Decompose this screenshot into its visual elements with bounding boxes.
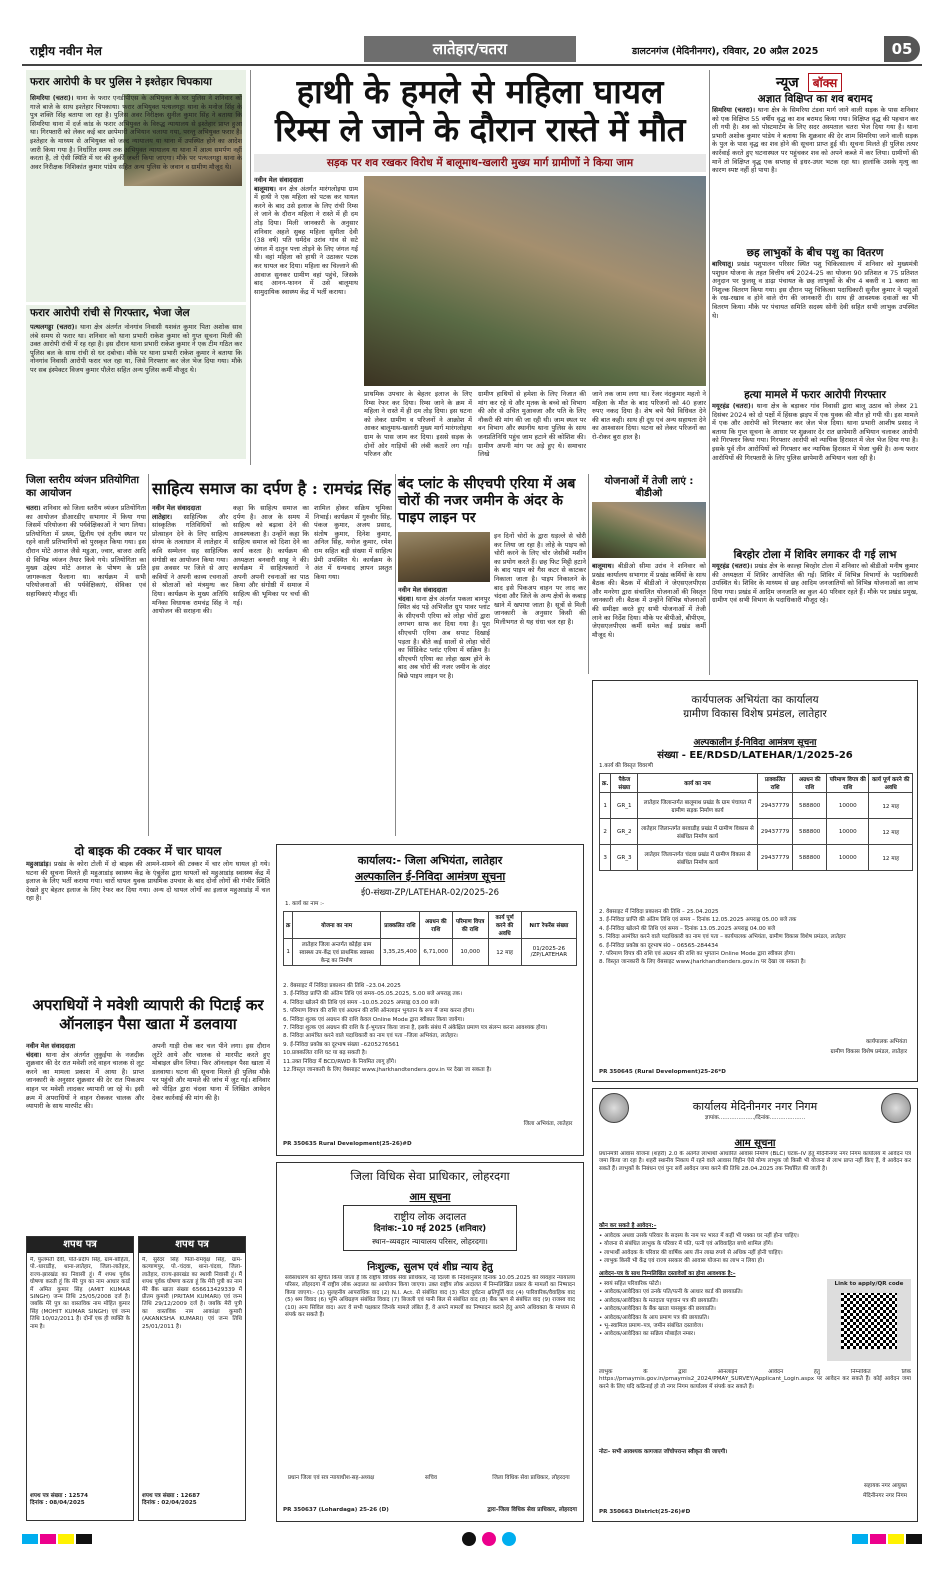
news-item-1-headline: अज्ञात विक्षिप्त का शव बरामद: [757, 93, 873, 105]
lead-headline-2: रिम्स ले जाने के दौरान रास्ते में मौत: [274, 110, 685, 149]
lok-adalat-footer-right: द्वारा–जिला विधिक सेवा प्राधिकार, लोहरदगा: [487, 1507, 577, 1513]
lok-adalat-body: सर्वसाधारण को सूचित किया जाता है कि राष्ट्रीय विधिक सेवा प्राधिकार, नई दिल्ली के निर्देशानुसार दिनांक 10.05.2025 को व्यवहार न्यायालय परिसर, लोहरदगा में राष्ट्रीय लोक अदालत का आयोजन किया जाएगा। उक्त राष्ट्रीय लोक अदालत में निम्नलिखित प्रकार के मामलों का निष्पादन किया जाएगा:- (1) सुलहनीय आपराधिक वाद (2) N.I. Act. से संबंधित वाद (3) मोटर दुर्घटना क्षतिपूर्ति वाद (4) पारिवारिक/वैवाहिक वाद (5) श्रम विवाद (6) भूमि अधिग्रहण संबंधित विवाद (7) बिजली एवं पानी बिल से संबंधित वाद (8) बैंक ऋण से संबंधित वाद (9) राजस्व वाद (10) अन्य सिविल वाद। अतः वे सभी पक्षकार जिनके मामले लंबित हैं, वे अपने मामलों का निष्पादन कराने हेतु अपने अधिवक्ता के माध्यम से संपर्क कर सकते हैं।: [285, 1275, 575, 1319]
affidavit-2-footer: [142, 1493, 244, 1508]
masthead-rule: [22, 64, 922, 66]
tender-zp-item-label: 1. कार्य का नाम :-: [285, 901, 324, 907]
tender-rdsd-cell: 10000: [827, 819, 869, 845]
tender-rdsd-cell: 29437779: [757, 819, 792, 845]
story-left-1-body: [30, 94, 242, 299]
color-swatch: [888, 1534, 904, 1544]
lok-adalat-venue: स्थान–व्यवहार न्यायालय परिसर, लोहरदगा।: [372, 1237, 488, 1246]
story-vyanjan-headline: जिला स्तरीय व्यंजन प्रतियोगिता का आयोजन: [26, 475, 139, 499]
tender-zp-header-cell: क्र: [284, 912, 293, 939]
tender-zp-note: 5. परिमाण विपत्र की राशि एवं अग्रधन की राशि ऑनलाइन भुगतान के रूप में जमा करना होगा।: [283, 1008, 475, 1015]
tender-rdsd-header-cell: कार्य पूर्ण करने की अवधि: [869, 774, 913, 793]
tender-rdsd-body: [600, 793, 913, 871]
qr-code-icon: [841, 1293, 897, 1349]
tender-rdsd-row: [600, 819, 913, 845]
story-sahitya-col-1: [152, 504, 228, 834]
tender-rdsd-header-cell: क्र.: [600, 774, 611, 793]
color-swatch: [58, 1534, 74, 1544]
tender-rdsd-notes: [599, 909, 913, 968]
story-bandplant-col-1: [398, 586, 490, 834]
news-item-3-body: [712, 402, 918, 542]
tender-zp-header-cell: परिमाण विपत्र की राशि: [452, 912, 488, 939]
story-bdo-body: [592, 562, 706, 672]
story-bandplant-byline: नवीन मेल संवाददाता: [398, 586, 447, 594]
tender-zp: [276, 844, 584, 1156]
document-item: • आवेदक/आवेदिका एवं उनके पति/पत्नी के आधार कार्ड की छायाप्रति।: [599, 1289, 743, 1296]
affidavit-1-no: 12574: [68, 1493, 89, 1499]
story-bike-headline: दो बाइक की टक्कर में चार घायल: [74, 844, 222, 858]
story-left-2: [26, 305, 246, 459]
column-rule: [588, 474, 589, 674]
tender-zp-ref: ई0-संख्या-ZP/LATEHAR-02/2025-26: [360, 888, 500, 898]
tender-zp-header-cell: कार्य पूर्ण करने की अवधि: [488, 912, 521, 939]
lead-photo: [364, 176, 706, 386]
document-item: • भू–स्वामित्व प्रमाण–पत्र, जमीन संबंधित दस्तावेज।: [599, 1323, 704, 1330]
tender-rdsd-cell: लातेहार जिलान्तर्गत चंदवा प्रखंड में ग्रामीण विकास से संबंधित निर्माण कार्य: [638, 845, 758, 871]
registration-mark: [462, 1532, 476, 1546]
story-vyapari: [26, 996, 270, 1228]
news-item-3-text: थाना क्षेत्र के बड़ाकर गांव निवासी द्वारा बालू उठाव को लेकर 21 दिसंबर 2024 को दो पक्षों में हिंसक झड़प में एक युवक की मौत हो गयी थी। इस मामले में एक और आरोपी को गिरफ्तार कर जेल भेज दिया। थाना प्रभारी आशीष प्रसाद ने बताया कि गुप्त सूचना के आधार पर शुक्रवार देर रात छापेमारी अभियान चलाकर आरोपी को गिरफ्तार किया गया। गिरफ्तार आरोपी को न्यायिक हिरासत में जेल भेज दिया गया है। इसके पूर्व तीन आरोपियों को गिरफ्तार कर न्यायिक हिरासत में भेजा चुकी है। अन्य फरार आरोपियों की गिरफ्तारी के लिए पुलिस छापेमारी अभियान चला रही है।: [712, 402, 918, 462]
tender-rdsd-header-cell: पैकेज संख्या: [611, 774, 638, 793]
story-vyapari-dateline: चंदवा।: [26, 1050, 42, 1059]
document-item: • आवेदक/आवेदिका के बैंक खाता पासबुक की छायाप्रति।: [599, 1306, 716, 1313]
affidavit-1: [26, 1236, 134, 1521]
story-left-2-body: [30, 323, 242, 457]
affidavit-2-body: मैं, सुरेंदर सिंह पिता-रामवृक्ष सिंह, ग्राम-कल्याणपुर, पो.-चंदवा, थाना-चंदवा, जिला-लातेहार, राज्य-झारखंड का स्थायी निवासी हूं। मैं शपथ पूर्वक घोषणा करता हूं कि मेरी पुत्री का नाम मेरे बैंक खाता संख्या 656613429339 में प्रीतम कुमारी (PRITAM KUMARI) एवं जन्म तिथि 29/12/2009 दर्ज है। जबकि मेरी पुत्री का वास्तविक नाम आकांक्षा कुमारी (AKANKSHA KUMARI) एवं जन्म तिथि 25/01/2011 है।: [142, 1257, 242, 1330]
story-left-2-text: थाना क्षेत्र अंतर्गत नोनगांव निवासी यशवंत कुमार पिता अशोक साव लंबे समय से फरार था। शनिवार को थाना प्रभारी राकेश कुमार को गुप्त सूचना मिली की उक्त आरोपी रांची में रह रहा है। इस दौरान थाना प्रभारी राकेश कुमार ने एक टीम गठित कर पुलिस बल के साथ रांची से धर दबोचा। मौके पर थाना प्रभारी राकेश कुमार ने बताया कि नोनगांव निवासी आरोपी फरार चल रहा था, जिसे गिरफ्तार कर जेल भेज दिया गया। मौके पर सब इंस्पेक्टर विजय कुमार पौलेरा सहित अन्य पुलिस कर्मी मौजूद थे।: [30, 323, 242, 374]
news-item-1-text: थाना क्षेत्र के सिमरिया टंडवा मार्ग जाने वाली सड़क के पास शनिवार को एक विक्षिप्त 55 वर्षीय वृद्ध का शव बरामद किया गया। विक्षिप्त वृद्ध की पहचान कर ली गयी है। शव को पोस्टमार्टम के लिए सदर अस्पताल चतरा भेज दिया गया है। थाना प्रभारी अशोक कुमार पांडेय ने बताया कि शुक्रवार की देर शाम सिमरिया जाने वाली सड़क के पुल के पास वृद्ध का शव होने की सूचना प्राप्त हुई थी। सूचना मिलते ही पुलिस तत्पर कार्रवाई करते हुए घटनास्थल पर पहुंचकर शव को अपने कब्जे में कर लिया। ग्रामीणों की मानें तो विक्षिप्त वृद्ध एक सप्ताह से इधर-उधर भटक रहा था। हालांकि उसके मृत्यु का कारण स्पष्ट नहीं हो पाया है।: [712, 106, 918, 175]
document-item: • स्वयं सहित परिवारिक फोटो।: [599, 1281, 661, 1287]
lead-dateline: बालूमाथ।: [254, 184, 276, 193]
column-rule: [395, 474, 396, 836]
tender-rdsd-header-cell: परिमाण विपत्र की राशि: [827, 774, 869, 793]
tender-zp-body: [284, 939, 577, 966]
tender-rdsd-note: 7. परिमाण विपत्र की राशि एवं अग्रधन की राशि का भुगतान Online Mode द्वारा स्वीकार होगा।: [599, 951, 796, 958]
nagar-nigam-office: कार्यालय मेदिनीनगर नगर निगम: [692, 1100, 818, 1113]
tender-zp-table: [283, 911, 577, 966]
affidavit-2-date: 02/04/2025: [161, 1500, 197, 1507]
lok-adalat-sig-3: जिला विधिक सेवा प्राधिकार, लोहरदगा: [492, 1475, 570, 1481]
story-left-1: [26, 70, 246, 302]
column-rule: [148, 474, 149, 836]
tender-zp-note: 11.उक्त निविदा में BCD/RWD के नियमित लागू होंगे।: [283, 1058, 396, 1065]
tender-rdsd-header-cell: कार्य का नाम: [638, 774, 758, 793]
tender-rdsd-cell: 12 माह: [869, 819, 913, 845]
story-sahitya-body-1: साहित्यिक और सांस्कृतिक गतिविधियों को प्रोत्साहन देने के लिए साहित्य संगम के तत्वाधान में लातेहार में कवि सम्मेलन सह साहित्यिक संगोष्ठी का आयोजन किया गया। इस अवसर पर जिले से आए कवियों ने अपनी काव्य रचनाओं से श्रोताओं को मंत्रमुग्ध कर दिया। कार्यक्रम के मुख्य अतिथि मनिका विधायक रामचंद्र सिंह ने आयोजन की सराहना की।: [152, 512, 228, 616]
affidavit-2-no-label: शपथ पत्र संख्या :: [142, 1493, 179, 1499]
story-sahitya-headline: साहित्य समाज का दर्पण है : रामचंद्र सिंह: [152, 479, 392, 498]
tender-rdsd-cell: लातेहार जिलान्तर्गत बालूमाथ प्रखंड के ग्राम पंचायत में ग्रामीण सड़क निर्माण कार्य: [638, 793, 758, 819]
story-vyanjan-dateline: चतरा।: [26, 504, 41, 512]
news-item-2-headline: छह लाभुकों के बीच पशु का वितरण: [746, 247, 884, 259]
story-bike-dateline: महुआडांड़।: [26, 860, 52, 868]
lok-adalat-sig-1: प्रधान जिला एवं सत्र न्यायाधीश-सह-अध्यक्ष: [287, 1475, 375, 1481]
news-item-4-headline: बिरहोर टोला में शिविर लगाकर दी गई लाभ: [733, 549, 897, 561]
tender-rdsd-cell: 1: [600, 793, 611, 819]
story-bdo-dateline: बालूमाथ।: [592, 562, 614, 570]
tender-rdsd-pr: PR 350645 (Rural Development)25-26*D: [599, 1069, 726, 1075]
nagar-nigam-ref: ज्ञापांक..................../दिनांक....................: [704, 1115, 806, 1121]
nagar-nigam-pr: PR 350663 District(25-26)#D: [599, 1509, 691, 1515]
lok-adalat-date: दिनांक:–10 मई 2025 (शनिवार): [373, 1224, 487, 1234]
story-bike-text: प्रखंड के कोरा टोली में दो बाइक की आमने-सामने की टक्कर में चार लोग घायल हो गये। घटना की सूचना मिलते ही महुआडांड़ स्वास्थ्य केंद्र के एंबुलेंस द्वारा घायलों को महुआडांड़ स्वास्थ्य केंद्र में इलाज के लिए भर्ती कराया गया। चारों घायल युवक प्राथमिक उपचार के बाद दोनों लोगों की गंभीर स्थिति देखते हुए बेहतर इलाज के लिए रेफर कर दिया गया। अन्य दो घायल लोगों का इलाज महुआडांड़ में चल रहा है।: [26, 860, 270, 903]
story-bdo-text: बीडीओ सीमा उरांव ने शनिवार को प्रखंड कार्यालय सभागार में प्रखंड कर्मियों के साथ बैठक की। बैठक में बीडीओ ने जेएसएलपीएस और मनरेगा द्वारा संचालित योजनाओं की विस्तृत जानकारी ली। बैठक में उन्होंने विभिन्न योजनाओं की समीक्षा करते हुए सभी योजनाओं में तेजी लाने का निर्देश दिया। मौके पर बीपीओ, बीपीएम, जेएसएलपीएस कर्मी समेत कई प्रखंड कर्मी मौजूद थे।: [592, 562, 706, 639]
tender-zp-note: 4. निविदा खोलने की तिथि एवं समय –10.05.2025 अपराह्न 03.00 बजे।: [283, 999, 440, 1006]
news-item-2-body: [712, 260, 918, 382]
story-vyapari-body-1: थाना क्षेत्र अंतर्गत लुकुईया के नजदीक शुक्रवार की देर रात मवेशी लदे वाहन चालक से लूट करने का मामला प्रकाश में आया है। प्राप्त जानकारी के अनुसार शुक्रवार की देर रात पिकअप वाहन पर मवेशी लादकर व्यापारी जा रहे थे। इसी क्रम में अपराधियों ने वाहन रोककर चालक और व्यापारी के साथ मारपीट की।: [26, 1050, 144, 1111]
nagar-nigam-closing: लाभुक के द्वारा ऑनलाइन आवेदन हेतु निम्नांकित लिंक https://pmaymis.gov.in/pmaymis2_2024/PMAY_SURVEY/Applicant_Login.aspx पर आवेदन कर सकते हैं। कोई आवेदन जमा करने के लिए यदि कठिनाई हो तो नगर निगम कार्यालय में संपर्क कर सकते हैं।: [599, 1369, 911, 1390]
story-vyapari-byline: नवीन मेल संवाददाता: [26, 1042, 75, 1050]
eligibility-item: • लाभार्थी आवेदक के परिवार की वार्षिक आय तीन लाख रुपये से अधिक नहीं होनी चाहिए।: [599, 1249, 783, 1256]
tender-zp-cell: 01/2025-26 /ZP/LATEHAR: [521, 939, 576, 966]
news-item-4-body: [712, 562, 918, 672]
color-swatch: [870, 1534, 886, 1544]
tender-zp-header-cell: प्राक्कलित राशि: [380, 912, 419, 939]
tender-zp-signature: जिला अभियंता, लातेहार: [523, 1121, 573, 1127]
qr-panel: [827, 1279, 911, 1361]
tender-rdsd-note: 6. ई-निविदा प्रकोष्ठ का दूरभाष सं0 – 06565-284434: [599, 942, 719, 949]
tender-rdsd-row: [600, 845, 913, 871]
story-left-2-dateline: पत्थलगड्डा (चतरा)।: [30, 323, 78, 331]
tender-zp-cell: 1: [284, 939, 293, 966]
story-vyapari-headline: अपराधियों ने मवेशी व्यापारी की पिटाई कर ऑनलाइन पैसा खाता में डलवाया: [32, 996, 264, 1033]
tender-rdsd-signature-2: ग्रामीण विकास विशेष प्रमंडल, लातेहार: [830, 1049, 907, 1055]
story-sahitya-dateline: लातेहार।: [152, 512, 173, 521]
eligibility-item: • लाभुक किसी भी केंद्र एवं राज्य सरकार की आवास योजना का लाभ न लिया हो।: [599, 1258, 765, 1265]
story-left-1-dateline: सिमरिया (चतरा)।: [30, 94, 74, 102]
story-vyapari-col-1: [26, 1042, 144, 1226]
story-bandplant-photo: [398, 532, 490, 582]
tender-rdsd-ref: संख्या - EE/RDSD/LATEHAR/1/2025-26: [657, 750, 853, 761]
lok-adalat: [276, 1162, 584, 1522]
nagar-nigam-docs-head: आवेदन–पत्र के साथ निम्नलिखित दस्तावेजों का होना आवश्यक है:–: [599, 1271, 736, 1277]
tender-rdsd-note: 2. वेबसाइट में निविदा प्रकाशन की तिथि – 25.04.2025: [599, 909, 719, 915]
tender-rdsd-item-label: 1.कार्य की विस्तृत विवरणी: [599, 763, 653, 769]
news-item-2-text: प्रखंड पशुपालन परिसर स्थित पशु चिकित्सालय में शनिवार को मुख्यमंत्री पशुधन योजना के तहत वित्तीय वर्ष 2024-25 का योजना 90 प्रतिशत व 75 प्रतिशत अनुदान पर फुलसू व डाढ़ा पंचायत के छह लाभुकों के बीच 4 बकरी व 1 बकरा का निशुल्क वितरण किया गया। इस दौरान पशु चिकित्सा पदाधिकारी सुनील कुमार ने पशुओं के रख-रखाव व होने वाले रोग की जानकारी दी। साथ ही आवश्यक दवाओं का भी वितरण किया। मौके पर पंचायत समिति सदस्य सोनी देवी सहित सभी लाभुक उपस्थित थे।: [712, 260, 918, 320]
color-swatch: [76, 1534, 92, 1544]
tender-rdsd-note: 8. विस्तृत जानकारी के लिए वेबसाइट www.jharkhandtenders.gov.in पर देखा जा सकता है।: [599, 959, 806, 966]
qr-label: Link to apply/QR code: [834, 1281, 904, 1287]
tender-rdsd-cell: 29437779: [757, 793, 792, 819]
lead-col-4: जाने तक जाम लगा था। रेंजर नंदकुमार महतो ने महिला के मौत के बाद परिजनों को 40 हजार रुपए नकद दिया है। शेष बचे पैसे विधिवत देने की बात कही। साथ ही दूध एवं अन्य सहायता देने का आश्वासन दिया। घटना को लेकर परिजनों का रो-रोकर बुरा हाल है।: [592, 390, 706, 441]
tender-rdsd-header-row: [600, 774, 913, 793]
tender-rdsd-office-1: कार्यपालक अभियंता का कार्यालय: [691, 694, 819, 706]
affidavit-2: [138, 1236, 246, 1521]
story-bandplant: [398, 474, 586, 836]
color-swatch: [906, 1534, 922, 1544]
lok-adalat-sig-2: सचिव: [425, 1475, 437, 1481]
tender-zp-header-cell: अग्रधन की राशि: [419, 912, 452, 939]
story-sahitya-byline: नवीन मेल संवाददाता: [152, 504, 201, 512]
tender-zp-cell: 3,35,25,400: [380, 939, 419, 966]
tender-rdsd-cell: 588800: [793, 845, 827, 871]
tender-rdsd-cell: 29437779: [757, 845, 792, 871]
tender-rdsd-cell: GR_1: [611, 793, 638, 819]
tender-zp-notes: [283, 983, 577, 1075]
nagar-nigam-title: आम सूचना: [734, 1138, 776, 1149]
lead-byline: नवीन मेल संवाददाता: [254, 176, 303, 184]
story-left-1-headline: फरार आरोपी के घर पुलिस ने इश्तेहार चिपकाया: [30, 76, 212, 88]
tender-zp-note: 9. ई-निविदा प्रकोष्ठ का दूरभाष संख्या –6205276561: [283, 1041, 400, 1048]
document-item: • आवेदक/आवेदिका के आय प्रमाण पत्र की छायाप्रति।: [599, 1314, 710, 1321]
lok-adalat-event-box: [343, 1205, 517, 1251]
news-item-3-dateline: मयूरहंड (चतरा)।: [712, 402, 754, 410]
lok-adalat-event: राष्ट्रीय लोक अदालत: [393, 1212, 467, 1223]
tender-rdsd-table: [599, 773, 913, 871]
tender-zp-note: 2. वेबसाइट में निविदा प्रकाशन की तिथि –23.04.2025: [283, 983, 401, 989]
affidavit-1-footer: [30, 1493, 132, 1508]
news-box: [712, 70, 918, 675]
story-bdo: [592, 474, 706, 674]
tender-zp-pr: PR 350635 Rural Development(25-26)#D: [283, 1141, 412, 1147]
lead-body-1: वन क्षेत्र अंतर्गत मारंगलोइया ग्राम में हाथी ने एक महिला को पटक कर घायल करने के बाद उसे इलाज के लिए रांची रिम्स ले जाने के दौरान महिला ने रास्ते में ही दम तोड़ दिया। मिली जानकारी के अनुसार शनिवार अहले सुबह महिला सुमीता देवी (38 वर्ष) पति धर्मदेव उरांव गांव से सटे जंगल में दातुन पत्ता तोड़ने के लिए जंगल गई थी। वहां महिला को हाथी ने उठाकर पटक कर घायल कर दिया। महिला का चिल्लाने की आवाज सुनकर ग्रामीण वहां पहुंचे, जिसके बाद आनन-फानन में उसे बालूमाथ सामुदायिक स्वास्थ्य केंद्र में भर्ती कराया।: [254, 184, 358, 296]
registration-mark: [502, 1532, 516, 1546]
page-number: 05: [884, 36, 920, 62]
eligibility-item: • योजना से संबंधित लाभुक के परिवार में पति, पत्नी एवं अविवाहित बच्चे शामिल होंगे।: [599, 1241, 773, 1248]
story-bandplant-col-2: इन दिनों चोरों के द्वारा धड़ल्ले से चोरी कर लिया जा रहा है। लोहे के पाइप को चोरी करने के लिए चोर जेसीबी मशीन का प्रयोग करते हैं। छह फिट मिट्टी हटाने के बाद पाइप को गैस कटर से काटकर निकाला जाता है। पाइप निकालने के बाद इसे पिकअप वाहन पर लाद कर चंदवा और जिले के अन्य क्षेत्रों के कबाड़ खाने में खपाया जाता है। सूत्रों से मिली जानकारी के अनुसार किसी की मिलीभगत से यह धंधा चल रहा है।: [494, 532, 586, 626]
tender-zp-row: [284, 939, 577, 966]
affidavit-2-title: शपथ पत्र: [139, 1237, 245, 1253]
tender-zp-note: 3. ई-निविदा प्राप्ति की अंतिम तिथि एवं समय–05.05.2025, 5.00 बजे अपराह्न तक।: [283, 991, 463, 998]
tender-rdsd-cell: लातेहार जिलान्तर्गत बरवाडीह प्रखंड में ग्रामीण विकास से संबंधित निर्माण कार्य: [638, 819, 758, 845]
registration-mark: [482, 1532, 496, 1546]
eligibility-item: • आवेदक अथवा उसके परिवार के सदस्य के नाम पर भारत में कहीं भी पक्का घर नहीं होना चाहिए।: [599, 1233, 799, 1239]
tender-zp-header-cell: योजना का नाम: [293, 912, 381, 939]
nagar-nigam-docs: [599, 1281, 821, 1340]
tender-rdsd-cell: 12 माह: [869, 845, 913, 871]
color-swatch: [40, 1534, 56, 1544]
news-box-label: [776, 72, 842, 90]
affidavit-1-title: शपथ पत्र: [27, 1237, 133, 1253]
lead-strap: सड़क पर शव रखकर विरोध में बालूमाथ-खलारी मुख्य मार्ग ग्रामीणों ने किया जाम: [254, 154, 706, 172]
news-item-3-headline: हत्या मामले में फरार आरोपी गिरफ्तार: [744, 389, 886, 401]
story-sahitya-col-3: शामिल होकर सक्रिय भूमिका निभाई। कार्यक्रम में गुरुवीर सिंह, पंकज कुमार, अजय प्रसाद, संतोष कुमार, दिनेश कुमार, अनिल सिंह, मनोज कुमार, रमेश राम सहित बड़ी संख्या में साहित्य प्रेमी उपस्थित थे। कार्यक्रम के अंत में धन्यवाद ज्ञापन प्रस्तुत किया गया।: [314, 504, 392, 581]
tender-zp-office: कार्यालय:- जिला अभियंता, लातेहार: [357, 854, 503, 867]
masthead: [22, 36, 922, 62]
column-rule: [709, 70, 710, 675]
tender-rdsd-row: [600, 793, 913, 819]
nagar-nigam-intro: प्रधानमंत्री आवास योजना (शहरी) 2.0 के अंतर्गत लाभार्थी आधारित आवास निर्माण (BLC) घटक–IV हेतु मेदिनीनगर नगर निगम कार्यालय में आवेदन पत्र जमा किया जा रहा है। शहरी स्थानीय निकाय में रहने वाले आवास विहीन ऐसे योग्य लाभुक जो किसी भी योजना से लाभ प्राप्त नहीं किए हैं, वे आवेदन कर सकते हैं। लाभुकों के निबंधन एवं पुनः सर्वे आवेदन जमा करने की तिथि 28.04.2025 तक निर्धारित की जाती है।: [599, 1151, 911, 1172]
affidavit-1-date: 08/04/2025: [49, 1500, 85, 1507]
affidavit-1-date-label: दिनांक :: [30, 1500, 48, 1507]
tender-rdsd-note: 5. निविदा आमंत्रित करने वाले पदाधिकारी का नाम एवं पता – कार्यपालक अभियंता, ग्रामीण विकास विशेष प्रमंडल, लातेहार: [599, 934, 846, 941]
affidavit-1-body: मैं, फुलमती देवी, पति-प्रदीप सिंह, ग्राम-बोहिता, पो.-धाराडीह, थाना-लातेहार, जिला-लातेहार, राज्य-झारखंड का निवासी हूं। मैं शपथ पूर्वक घोषणा करती हूं कि मेरे पुत्र का नाम आधार कार्ड में अमित कुमार सिंह (AMIT KUMAR SINGH) जन्म तिथि 25/05/2008 दर्ज है। जबकि मेरे पुत्र का वास्तविक नाम मोहित कुमार सिंह (MOHIT KUMAR SINGH) एवं जन्म तिथि 10/02/2011 है। दोनों एक ही व्यक्ति के नाम है।: [30, 1257, 130, 1330]
tender-rdsd-title: अल्पकालीन ई-निविदा आमंत्रण सूचना: [693, 738, 817, 748]
brand-logo: राष्ट्रीय नवीन मेल: [30, 44, 102, 58]
tender-rdsd-office-2: ग्रामीण विकास विशेष प्रमंडल, लातेहार: [683, 708, 827, 720]
story-left-2-headline: फरार आरोपी रांची से गिरफ्तार, भेजा जेल: [30, 307, 190, 319]
lead-col-2: प्राथमिक उपचार के बेहतर इलाज के लिए रिम्स रेफर कर दिया। रिम्स जाने के क्रम में महिला ने रास्ते में ही दम तोड़ दिया। इस घटना को लेकर ग्रामीण व परिजनों ने आक्रोश में आकर बालूमाथ-खलारी मुख्य मार्ग मारंगलोइया ग्राम के पास जाम कर दिया। इससे सड़क के दोनों ओर गाड़ियों की लंबी कतारें लग गईं। परिजन और: [364, 390, 472, 459]
tender-rdsd-cell: 3: [600, 845, 611, 871]
tender-zp-note: 8. निविदा आमंत्रित करने वाले पदाधिकारी का नाम एवं पता –जिला अभियंता, लातेहार।: [283, 1033, 458, 1040]
tender-rdsd-cell: 588800: [793, 819, 827, 845]
lead-col-3: ग्रामीण हाथियों से हमेशा के लिए निजात की मांग कर रहे थे और मृतक के बच्चे को विभाग की ओर से उचित मुआवजा और पति के लिए नौकरी की मांग की जा रही थी। जाम स्थल पर वन विभाग और स्थानीय थाना पुलिस के साथ जनप्रतिनिधि पहुंच जाम हटाने की कोशिश की। ग्रामीण अपनी मांग पर अड़े हुए थे। समाचार लिखे: [478, 390, 586, 459]
affidavit-1-no-label: शपथ पत्र संख्या :: [30, 1493, 67, 1499]
affidavit-2-date-label: दिनांक :: [142, 1500, 160, 1507]
tender-zp-note: 12.विस्तृत जानकारी के लिए वेबसाइट www.jharkhandtenders.gov.in पर देखा जा सकता है।: [283, 1067, 492, 1074]
story-vyanjan-text: शनिवार को जिला स्तरीय व्यंजन प्रतियोगिता का आयोजन डीआरडीए सभागार में किया गया जिसमें परियोजना की पर्यवेक्षिकाओं ने भाग लिया। प्रतियोगिता में प्रथम, द्वितीय एवं तृतीय स्थान पर रहने वाली प्रतिभागियों को पुरस्कृत किया गया। इस दौरान मोटे अनाज जैसे मडुआ, ज्वार, बाजरा आदि से विभिन्न व्यंजन तैयार किये गये। प्रतियोगिता का मुख्य उद्देश्य मोटे अनाज के पोषण के प्रति जागरूकता फैलाना था। कार्यक्रम में सभी परियोजनाओं की पर्यवेक्षिकाएं, सेविका एवं सहायिकाएं मौजूद थीं।: [26, 504, 146, 598]
nagar-nigam-note: नोटः– सभी आवश्यक कागजात जॉचोपरान्त स्वीकृत की जाएगी।: [599, 1449, 728, 1455]
lok-adalat-tagline: निःशुल्क, सुलभ एवं शीघ्र न्याय हेतु: [367, 1262, 493, 1273]
news-item-1-body: [712, 106, 918, 238]
tender-zp-cell: 12 माह: [488, 939, 521, 966]
tender-zp-note: 10.प्राक्कलित राशि घट या बढ़ सकती है।: [283, 1050, 367, 1057]
tender-zp-header-cell: NIT रेफरेंस संख्या: [521, 912, 576, 939]
affidavit-2-no: 12687: [180, 1493, 201, 1499]
tender-zp-cell: लातेहार जिला अन्तर्गत कोईहा ग्राम स्वास्थ्य उप-केंद्र एवं प्राथमिक स्वास्थ्य केन्द्र का निर्माण: [293, 939, 381, 966]
news-item-4-text: प्रखंड क्षेत्र के काल्हा बिरहोर टोला में शनिवार को बीडीओ मनीष कुमार की अध्यक्षता में शिविर आयोजित की गई। शिविर में विभिन्न विभागों के पदाधिकारी उपस्थित थे। शिविर के माध्यम से छह आदिम जनजातियों को विभिन्न योजनाओं का लाभ दिया गया। प्रखंड में आदिम जनजाति का कुल 40 परिवार रहते हैं। मौके पर प्रखंड प्रमुख, ग्रामीण एवं सभी विभाग के पदाधिकारी मौजूद रहे।: [712, 562, 918, 605]
story-sahitya: [152, 474, 392, 836]
news-item-1-dateline: सिमरिया (चतरा)।: [712, 106, 756, 114]
nagar-nigam-signature: सहायक नगर आयुक्त: [864, 1483, 907, 1489]
news-box-label-left: न्यूज: [776, 75, 799, 91]
document-item: • आवेदक/आवेदिका का सक्रिय मोबाईल नम्बर।: [599, 1331, 696, 1338]
tender-zp-cell: 10,000: [452, 939, 488, 966]
lok-adalat-title: आम सूचना: [409, 1192, 451, 1203]
tender-rdsd-cell: 2: [600, 819, 611, 845]
story-vyapari-col-2: अपनी गाड़ी रोक कर चल पीने लगा। इस दौरान लुटेरे आये और चालक से मारपीट करते हुए मोबाइल छीन लिया। फिर ऑनलाइन पैसा खाता में डलवाया। घटना की सूचना मिलते ही पुलिस मौके पर पहुंची और मामले की जांच में जुट गई। शनिवार को पीड़ित द्वारा चंदवा थाना में लिखित आवेदन देकर कार्रवाई की मांग की है।: [152, 1042, 270, 1102]
tender-zp-title: अल्पकालिन ई-निविदा आमंत्रण सूचना: [354, 870, 506, 883]
document-item: • आवेदक/आवेदिका के मतदाता पहचान पत्र की छायाप्रति।: [599, 1297, 718, 1304]
tender-rdsd-signature: कार्यपालक अभियंता: [865, 1039, 907, 1045]
nagar-nigam: [592, 1088, 918, 1522]
column-rule: [250, 70, 251, 465]
story-bandplant-headline: बंद प्लांट के सीएचपी एरिया में अब चोरों की नजर जमीन के अंदर के पाइप लाइन पर: [398, 476, 576, 526]
story-sahitya-col-2: कहा कि साहित्य समाज का दर्पण है। आज के समय में साहित्य को बढ़ावा देने की आवश्यकता है। उन्होंने कहा कि साहित्य समाज को दिशा देने का कार्य करता है। कार्यक्रम की अध्यक्षता बनवारी साहू ने की। कार्यक्रम में साहित्यकारों ने अपनी अपनी रचनाओं का पाठ किया और संगोष्ठी में समाज में साहित्य की भूमिका पर चर्चा की गई।: [233, 504, 309, 607]
dateline: डालटनगंज (मेदिनीनगर), रविवार, 20 अप्रैल 2025: [632, 46, 819, 57]
tender-rdsd-cell: 588800: [793, 793, 827, 819]
story-bandplant-body-1: थाना क्षेत्र अंतर्गत पकला बानपुर स्थित बंद पड़े अभिजीत ग्रुप पावर प्लांट के सीएचपी एरिया को लोहा चोरों द्वारा लगभग साफ कर दिया गया है। पूरा सीएचपी एरिया अब सपाट दिखाई पड़ता है। बीते कई सालों से लोहा चोरों का सिंडिकेट प्लांट एरिया में सक्रिय है। सीएचपी एरिया का लोहा खत्म होने के बाद अब चोरों की नजर जमीन के अंदर बिछे पाइप लाइन पर है।: [398, 594, 490, 680]
story-bdo-photo: [592, 502, 706, 558]
lok-adalat-office: जिला विधिक सेवा प्राधिकार, लोहरदगा: [350, 1169, 510, 1183]
story-vyanjan: [26, 474, 146, 836]
tender-rdsd-header-cell: अग्रधन की राशि: [793, 774, 827, 793]
tender-rdsd-cell: 10000: [827, 793, 869, 819]
story-bandplant-dateline: चंदवा।: [398, 594, 414, 603]
tender-rdsd-header-cell: प्राक्कलित राशि: [757, 774, 792, 793]
nagar-nigam-signature-2: मेदिनीनगर नगर निगम: [862, 1493, 907, 1499]
story-vyanjan-body: [26, 504, 146, 834]
nagar-nigam-eligibility-head: कौन कर सकते है आवेदन:–: [599, 1223, 657, 1229]
tender-zp-note: 7. निविदा शुल्क एवं अग्रधन की राशि के ई-भुगतान किया जाना है, इसके संबंध में अंकेक्षित प्रमाण पत्र संलग्न करना आवश्यक होगा।: [283, 1025, 548, 1032]
color-registration-bar: [22, 1532, 922, 1546]
tender-rdsd-note: 4. ई-निविदा खोलने की तिथि एवं समय – दिनांक 13.05.2025 अपराह्न 04.00 बजे: [599, 925, 775, 932]
story-bike-body: [26, 860, 270, 992]
color-swatch: [22, 1534, 38, 1544]
news-item-2-dateline: बारियातू।: [712, 260, 734, 268]
nagar-nigam-eligibility: [599, 1233, 911, 1267]
story-bike: [26, 842, 270, 994]
lead-story: [254, 70, 706, 465]
tender-zp-header-row: [284, 912, 577, 939]
color-swatch: [852, 1534, 868, 1544]
lead-headline-1: हाथी के हमले से महिला घायल: [296, 72, 664, 111]
section-title: लातेहार/चतरा: [364, 36, 576, 62]
tender-rdsd-cell: 10000: [827, 845, 869, 871]
news-item-4-dateline: मयूरहंड (चतरा)।: [712, 562, 753, 570]
story-bdo-headline: योजनाओं में तेजी लाएं : बीडीओ: [604, 476, 694, 499]
lead-col-1: [254, 176, 358, 462]
tender-rdsd-cell: GR_3: [611, 845, 638, 871]
tender-zp-note: 6. निविदा शुल्क एवं अग्रधन की राशि केवल Online Mode द्वारा स्वीकार किया जायेगा।: [283, 1016, 465, 1023]
lok-adalat-footer-left: PR 350637 (Lohardaga) 25-26 (D): [283, 1507, 389, 1513]
tender-rdsd: [592, 680, 918, 1082]
tender-rdsd-cell: GR_2: [611, 819, 638, 845]
tender-rdsd-note: 3. ई-निविदा प्राप्ति की अंतिम तिथि एवं समय – दिनांक 12.05.2025 अपराह्न 05.00 बजे तक: [599, 917, 797, 924]
tender-rdsd-cell: 12 माह: [869, 793, 913, 819]
story-left-1-text: थाना के फरार एनडीपीएस के अभियुक्त के घर पुलिस ने शनिवार को गाजे बाजे के साथ इश्तेहार चिपकाया। फरार अभियुक्त पत्थलगड्डा थाना के मनोज सिंह के पुत्र शक्ति सिंह बताया जा रहा है। पुलिस अवर निरीक्षक सुनील कुमार सिंह ने बताया कि सिमरिया थाना में दर्ज कांड के फरार अभियुक्त के विरुद्ध न्यायालय से इश्तेहार प्राप्त हुआ था। गिरफ्तारी को लेकर कई बार छापेमारी अभियान चलाया गया, परन्तु अभियुक्त फरार है। इश्तेहार के माध्यम से अभियुक्त को जल्द न्यायालय या थाना में उपस्थित होने का आदेश जारी किया गया है। निर्धारित समय तक अभियुक्त न्यायालय या थाना में आत्म समर्पण नहीं करता है, तो ऐसी स्थिति में घर की कुर्की जब्ती किया जाएगा। मौके पर पत्थलगड्डा थाना के अवर निरीक्षक निशिकांत कुमार पांडेय सहित अन्य पुलिस के जवान व ग्रामीण मौजूद थे।: [30, 94, 242, 171]
tender-zp-cell: 6,71,000: [419, 939, 452, 966]
news-box-label-right: बॉक्स: [808, 73, 843, 92]
